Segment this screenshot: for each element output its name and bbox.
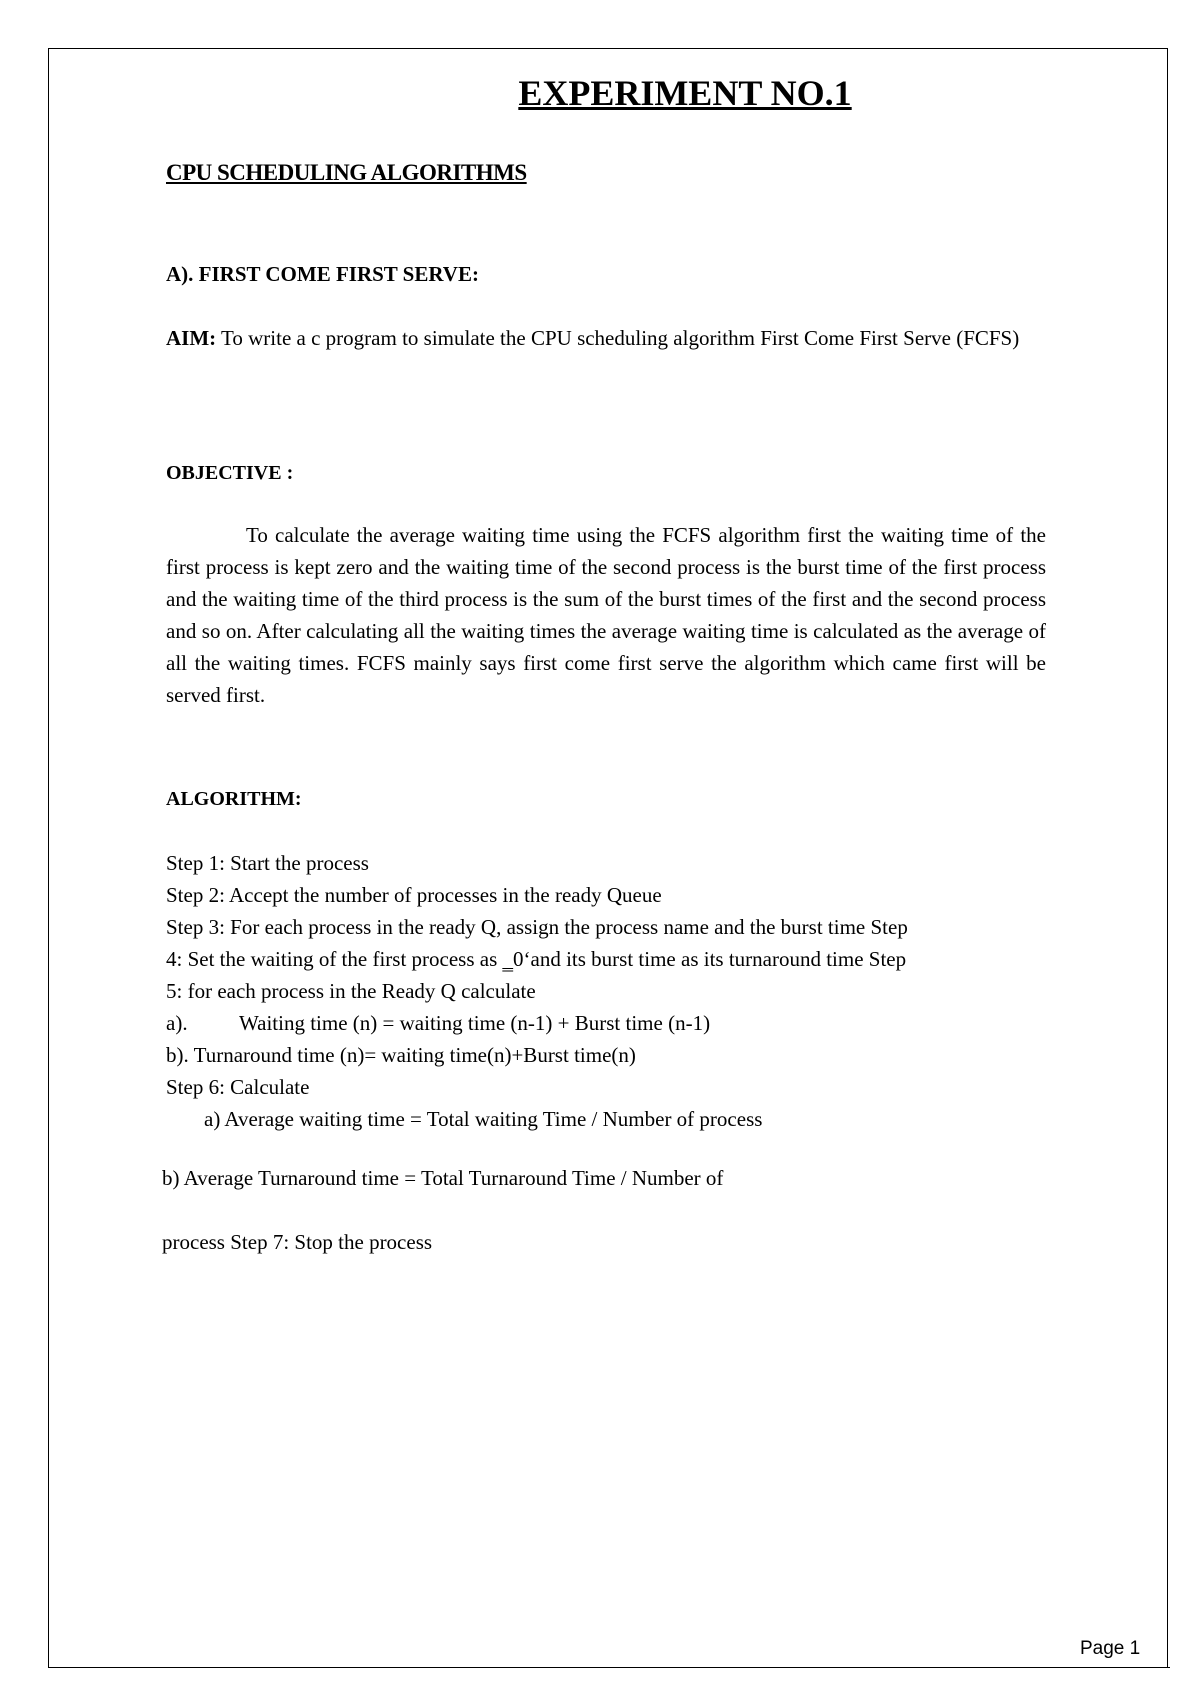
section-heading-fcfs: A). FIRST COME FIRST SERVE: bbox=[166, 262, 479, 286]
algorithm-line: 4: Set the waiting of the first process as ‗0‘and its burst time as its turnaround time Step bbox=[166, 947, 907, 971]
document-title: EXPERIMENT NO.1 bbox=[518, 73, 852, 113]
item-a-text: Waiting time (n) = waiting time (n-1) + Burst time (n-1) bbox=[239, 1011, 711, 1035]
algorithm-line: Step 3: For each process in the ready Q, assign the process name and the burst time Step bbox=[166, 915, 908, 939]
algorithm-step6: Step 6: Calculate bbox=[166, 1075, 310, 1099]
algorithm-item-b: b). Turnaround time (n)= waiting time(n)+Burst time(n) bbox=[166, 1043, 636, 1067]
objective-paragraph bbox=[166, 519, 1046, 711]
algorithm-line: 5: for each process in the Ready Q calculate bbox=[166, 979, 536, 1003]
footer-rule bbox=[48, 1667, 1170, 1668]
aim-paragraph bbox=[166, 322, 1046, 354]
algorithm-item-a bbox=[166, 1007, 1066, 1039]
algorithm-steps bbox=[166, 847, 1066, 1135]
algorithm-last-line: process Step 7: Stop the process bbox=[162, 1230, 433, 1254]
document-subtitle: CPU SCHEDULING ALGORITHMS bbox=[166, 160, 527, 185]
objective-heading: OBJECTIVE : bbox=[166, 462, 294, 484]
algorithm-line: Step 2: Accept the number of processes in the ready Queue bbox=[166, 883, 662, 907]
item-a-label: a). bbox=[166, 1011, 188, 1035]
objective-text: To calculate the average waiting time using the FCFS algorithm first the waiting time of the first process is kept zero and the waiting time of the second process is the burst time of the first process and the waiting time of the third process is the sum of the burst times of the first and the second process and so on. After calculating all the waiting times the average waiting time is calculated as the average of all the waiting times. FCFS mainly says first come first serve the algorithm which came first will be served first. bbox=[166, 523, 1046, 707]
aim-label: AIM: bbox=[166, 326, 217, 350]
algorithm-line: Step 1: Start the process bbox=[166, 851, 369, 875]
page-number: Page 1 bbox=[1080, 1638, 1141, 1659]
aim-text: To write a c program to simulate the CPU scheduling algorithm First Come First Serve (FCFS) bbox=[216, 326, 1020, 350]
algorithm-step6-b: b) Average Turnaround time = Total Turnaround Time / Number of bbox=[162, 1166, 724, 1190]
algorithm-heading: ALGORITHM: bbox=[166, 788, 302, 810]
algorithm-step6-a: a) Average waiting time = Total waiting Time / Number of process bbox=[204, 1107, 763, 1131]
